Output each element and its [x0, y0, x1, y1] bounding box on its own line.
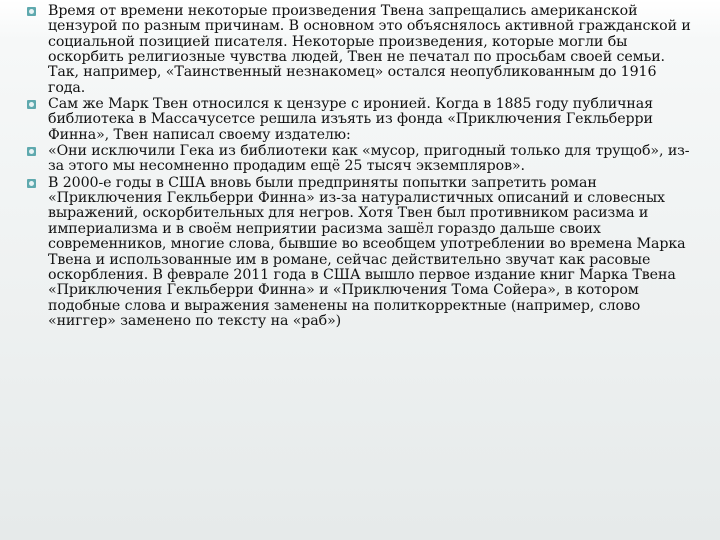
bullet-item: [26, 176, 692, 329]
teal-square-bullet-icon: [27, 179, 36, 188]
teal-square-bullet-icon: [27, 100, 36, 109]
bullet-text: В 2000-е годы в США вновь были предприняты попытки запретить роман «Приключения Гекльберри Финна» из-за натуралистичных описаний и словесных выражений, оскорбительных для негров. Хотя Твен был противником расизма и империализма и в своём неприятии расизма зашёл гораздо дальше своих современников, многие слова, бывшие во всеобщем употреблении во времена Марка Твена и использованные им в романе, сейчас действительно звучат как расовые оскорбления. В феврале 2011 года в США вышло первое издание книг Марка Твена «Приключения Гекльберри Финна» и «Приключения Тома Сойера», в котором подобные слова и выражения заменены на политкорректные (например, слово «ниггер» заменено по тексту на «раб»): [48, 174, 686, 329]
bullet-item: [26, 144, 692, 175]
bullet-list: [26, 4, 692, 329]
bullet-item: [26, 4, 692, 96]
slide-content: [26, 4, 692, 330]
teal-square-bullet-icon: [27, 147, 36, 156]
bullet-text: Время от времени некоторые произведения Твена запрещались американской цензурой по разным причинам. В основном это объяснялось активной гражданской и социальной позицией писателя. Некоторые произведения, которые могли бы оскорбить религиозные чувства людей, Твен не печатал по просьбам своей семьи. Так, например, «Таинственный незнакомец» остался неопубликованным до 1916 года.: [48, 3, 691, 96]
bullet-text: «Они исключили Гека из библиотеки как «мусор, пригодный только для трущоб», из-за этого мы несомненно продадим ещё 25 тысяч экземпляров».: [48, 143, 690, 175]
bullet-text: Сам же Марк Твен относился к цензуре с иронией. Когда в 1885 году публичная библиотека в Массачусетсе решила изъять из фонда «Приключения Гекльберри Финна», Твен написал своему издателю:: [48, 96, 653, 143]
teal-square-bullet-icon: [27, 7, 36, 16]
bullet-item: [26, 97, 692, 143]
